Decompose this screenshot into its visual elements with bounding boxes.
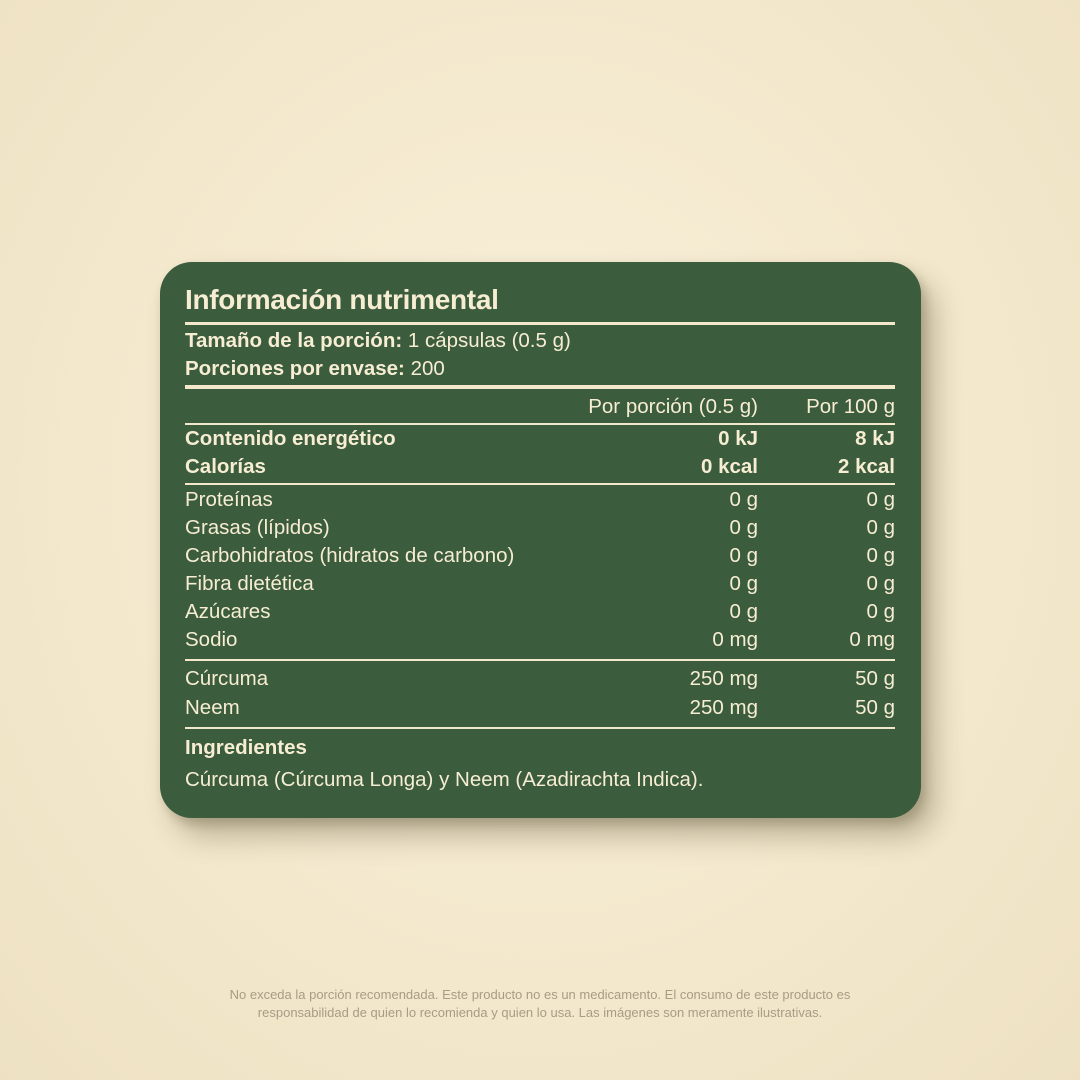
active-row-per-100g: 50 g xyxy=(855,667,895,690)
nutrient-row-per-100g: 0 g xyxy=(866,516,895,539)
serving-size-row xyxy=(185,329,571,353)
nutrient-row-per-100g: 0 g xyxy=(866,572,895,595)
column-header-per-100g: Por 100 g xyxy=(806,395,895,418)
nutrient-row-label: Grasas (lípidos) xyxy=(185,516,330,539)
ingredients-title: Ingredientes xyxy=(185,736,307,759)
nutrient-row-per-serving: 0 g xyxy=(729,544,758,567)
title-divider xyxy=(185,322,895,325)
servings-label: Porciones por envase: xyxy=(185,357,405,380)
nutrient-row-label: Azúcares xyxy=(185,600,271,623)
nutrient-row-label: Fibra dietética xyxy=(185,572,314,595)
energy-row-per-serving: 0 kJ xyxy=(718,427,758,450)
nutrient-row-label: Sodio xyxy=(185,628,238,651)
servings-value: 200 xyxy=(410,357,445,380)
nutrient-row-per-100g: 0 g xyxy=(866,488,895,511)
nutrient-row-per-serving: 0 g xyxy=(729,572,758,595)
column-header-divider xyxy=(185,423,895,425)
legal-disclaimer xyxy=(0,986,1080,1022)
nutrient-row-label: Proteínas xyxy=(185,488,273,511)
serving-size-label: Tamaño de la porción: xyxy=(185,329,403,352)
header-divider xyxy=(185,385,895,389)
energy-row-label: Contenido energético xyxy=(185,427,396,450)
active-row-per-100g: 50 g xyxy=(855,696,895,719)
panel-title: Información nutrimental xyxy=(185,284,499,315)
nutrient-row-per-serving: 0 g xyxy=(729,488,758,511)
serving-size-value: 1 cápsulas (0.5 g) xyxy=(407,329,571,352)
nutrient-row-label: Carbohidratos (hidratos de carbono) xyxy=(185,544,515,567)
nutrition-facts-panel xyxy=(160,262,921,818)
energy-divider xyxy=(185,483,895,485)
nutrient-row-per-100g: 0 g xyxy=(866,600,895,623)
calories-row-per-100g: 2 kcal xyxy=(838,455,895,478)
ingredients-text: Cúrcuma (Cúrcuma Longa) y Neem (Azadirachta Indica). xyxy=(185,768,704,791)
energy-row-per-100g: 8 kJ xyxy=(855,427,895,450)
nutrient-row-per-serving: 0 g xyxy=(729,516,758,539)
actives-divider xyxy=(185,727,895,729)
active-row-per-serving: 250 mg xyxy=(689,667,758,690)
active-row-label: Neem xyxy=(185,696,240,719)
nutrient-row-per-serving: 0 mg xyxy=(712,628,758,651)
calories-row-label: Calorías xyxy=(185,455,266,478)
nutrient-row-per-serving: 0 g xyxy=(729,600,758,623)
active-row-label: Cúrcuma xyxy=(185,667,269,690)
calories-row-per-serving: 0 kcal xyxy=(701,455,758,478)
disclaimer-line: responsabilidad de quien lo recomienda y quien lo usa. Las imágenes son meramente ilustrativas. xyxy=(257,1005,823,1020)
nutrient-row-per-100g: 0 g xyxy=(866,544,895,567)
active-row-per-serving: 250 mg xyxy=(689,696,758,719)
nutrient-row-per-100g: 0 mg xyxy=(849,628,895,651)
nutrients-divider xyxy=(185,659,895,661)
disclaimer-line: No exceda la porción recomendada. Este producto no es un medicamento. El consumo de este producto es xyxy=(229,987,851,1002)
servings-per-container-row xyxy=(185,357,445,381)
column-header-per-serving: Por porción (0.5 g) xyxy=(588,395,758,418)
